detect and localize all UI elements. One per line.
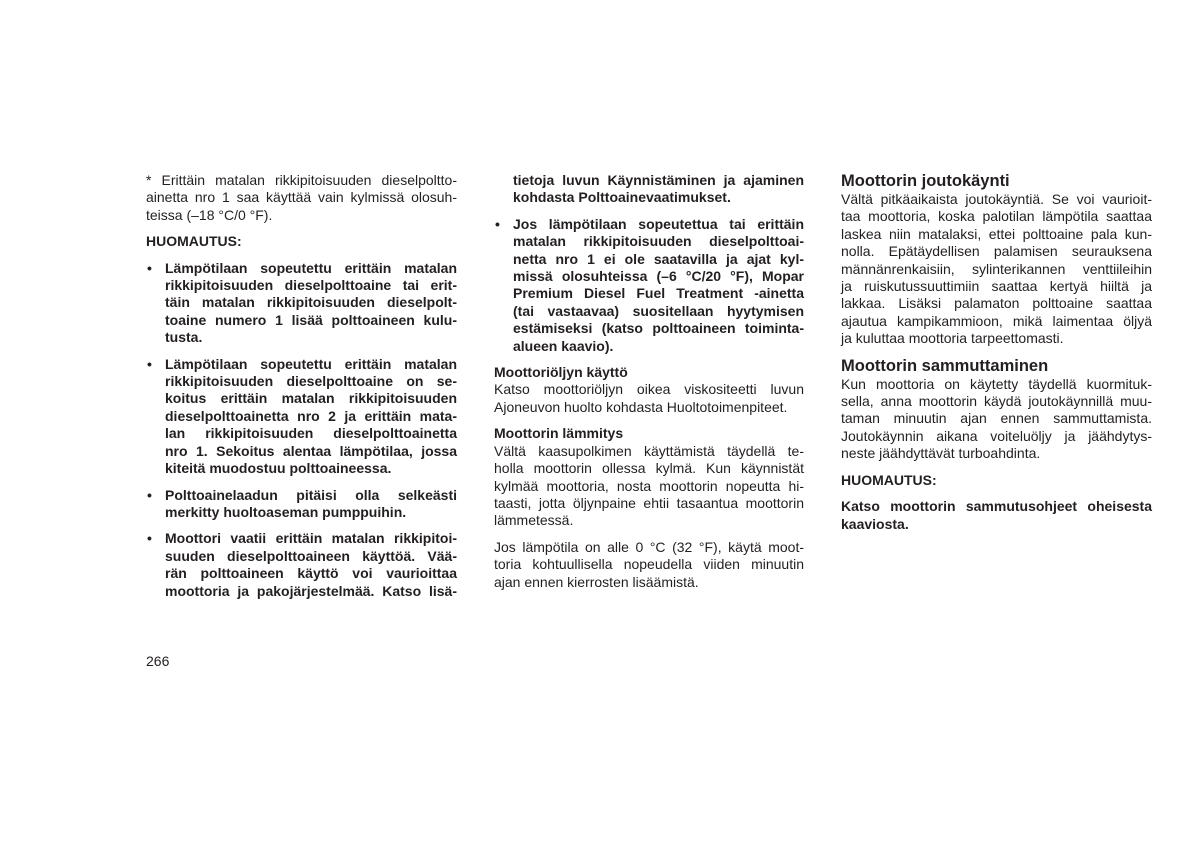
intro-footnote: * Erittäin matalan rikkipitoisuuden dieselpoltto- ainetta nro 1 saa käyttää vain kylmissä olosuh- teissa (–18 °C/0 °F). — [146, 172, 457, 223]
shutdown-note-text: Katso moottorin sammutusohjeet oheisesta kaaviosta. — [841, 498, 1152, 532]
cold-start-text: Jos lämpötila on alle 0 °C (32 °F), käytä moot- toria kohtuullisella nopeudella viiden minuutin ajan ennen kierrosten lisäämistä. — [494, 538, 804, 590]
bullet-item: • Lämpötilaan sopeutettu erittäin matalan rikkipitoisuuden dieselpolttoaine on se- koitus erittäin matalan rikkipitoisuuden dieselpolttoainetta nro 2 ja erittäin mata- lan rikkipitoisuuden dieselpolttoainetta nro 1. Sekoitus alentaa lämpötilaa, jossa kiteitä muodostuu polttoaineessa. — [147, 355, 457, 477]
bullet-item: • Jos lämpötilaan sopeutettua tai erittäin matalan rikkipitoisuuden dieselpolttoai- netta nro 1 ei ole saatavilla ja ajat kyl- missä olosuhteissa (–6 °C/20 °F), Mopar Premium Diesel Fuel Treatment -ainetta (tai vastaavaa) suositellaan hyytymisen estämiseksi (katso polttoaineen toiminta- alueen kaavio). — [495, 215, 804, 354]
bullet-icon: • — [147, 355, 152, 372]
bullet-item: • Lämpötilaan sopeutettu erittäin matalan rikkipitoisuuden dieselpolttoaine tai erit- täin matalan rikkipitoisuuden dieselpolt- toaine numero 1 lisää polttoaineen kulu- tusta. — [147, 259, 457, 346]
bullet-icon: • — [147, 486, 152, 503]
bullet-continuation: tietoja luvun Käynnistäminen ja ajaminen kohdasta Polttoainevaatimukset. — [513, 172, 804, 206]
engine-warmup-text: Vältä kaasupolkimen käyttämistä täydellä te- holla moottorin ollessa kylmä. Kun käynnistät kylmää moottoria, nosta moottorin nopeutta hi- taasti, jotta öljynpaine ehtii tasaantua moottorin lämmetessä. — [494, 442, 804, 529]
middle-column — [494, 172, 804, 591]
engine-idle-text: Vältä pitkäaikaista joutokäyntiä. Se voi vaurioit- taa moottoria, koska palotilan lämpötila saattaa laskea niin matalaksi, ettei polttoaine pala kun- nolla. Epätäydellisen palamisen seurauksena männänrenkaisiin, sylinterikannen venttiileihin ja ruiskutussuuttimiin saattaa kertyä hiiltä ja lakkaa. Lisäksi palamaton polttoaine saattaa ajautua kampikammioon, mikä laimentaa öljyä ja kuluttaa moottoria tarpeettomasti. — [841, 191, 1152, 347]
engine-shutdown-text: Kun moottoria on käytetty täydellä kuormituk- sella, anna moottorin käydä joutokäynnillä muu- taman minuutin ajan ennen sammuttamista. Joutokäynnin aikana voiteluöljy ja jäähdytys- neste jäähdyttävät turboahdinta. — [841, 375, 1152, 462]
engine-oil-heading: Moottoriöljyn käyttö — [494, 364, 628, 381]
bullet-icon: • — [147, 259, 152, 276]
bullet-item: • Polttoainelaadun pitäisi olla selkeästi merkitty huoltoaseman pumppuihin. — [147, 486, 457, 520]
right-column — [841, 172, 1152, 533]
page-number: 266 — [146, 653, 170, 669]
engine-warmup-heading: Moottorin lämmitys — [494, 425, 624, 442]
bullet-icon: • — [495, 215, 500, 232]
bullet-icon: • — [147, 530, 152, 547]
engine-idle-heading: Moottorin joutokäynti — [841, 172, 1010, 190]
engine-oil-text: Katso moottoriöljyn oikea viskositeetti luvun Ajoneuvon huolto kohdasta Huoltotoimenpiteet. — [494, 381, 804, 415]
engine-shutdown-heading: Moottorin sammuttaminen — [841, 356, 1049, 375]
bullet-item: • Moottori vaatii erittäin matalan rikkipitoi- suuden dieselpolttoaineen käyttöä. Vää- rän polttoaineen käyttö voi vaurioittaa moottoria ja pakojärjestelmää. Katso lisä- — [147, 530, 457, 599]
note-heading: HUOMAUTUS: — [841, 471, 937, 488]
note-bullet-list — [146, 260, 457, 600]
fuel-bullet-list — [494, 216, 804, 355]
note-heading: HUOMAUTUS: — [146, 233, 242, 250]
left-column — [146, 172, 457, 609]
